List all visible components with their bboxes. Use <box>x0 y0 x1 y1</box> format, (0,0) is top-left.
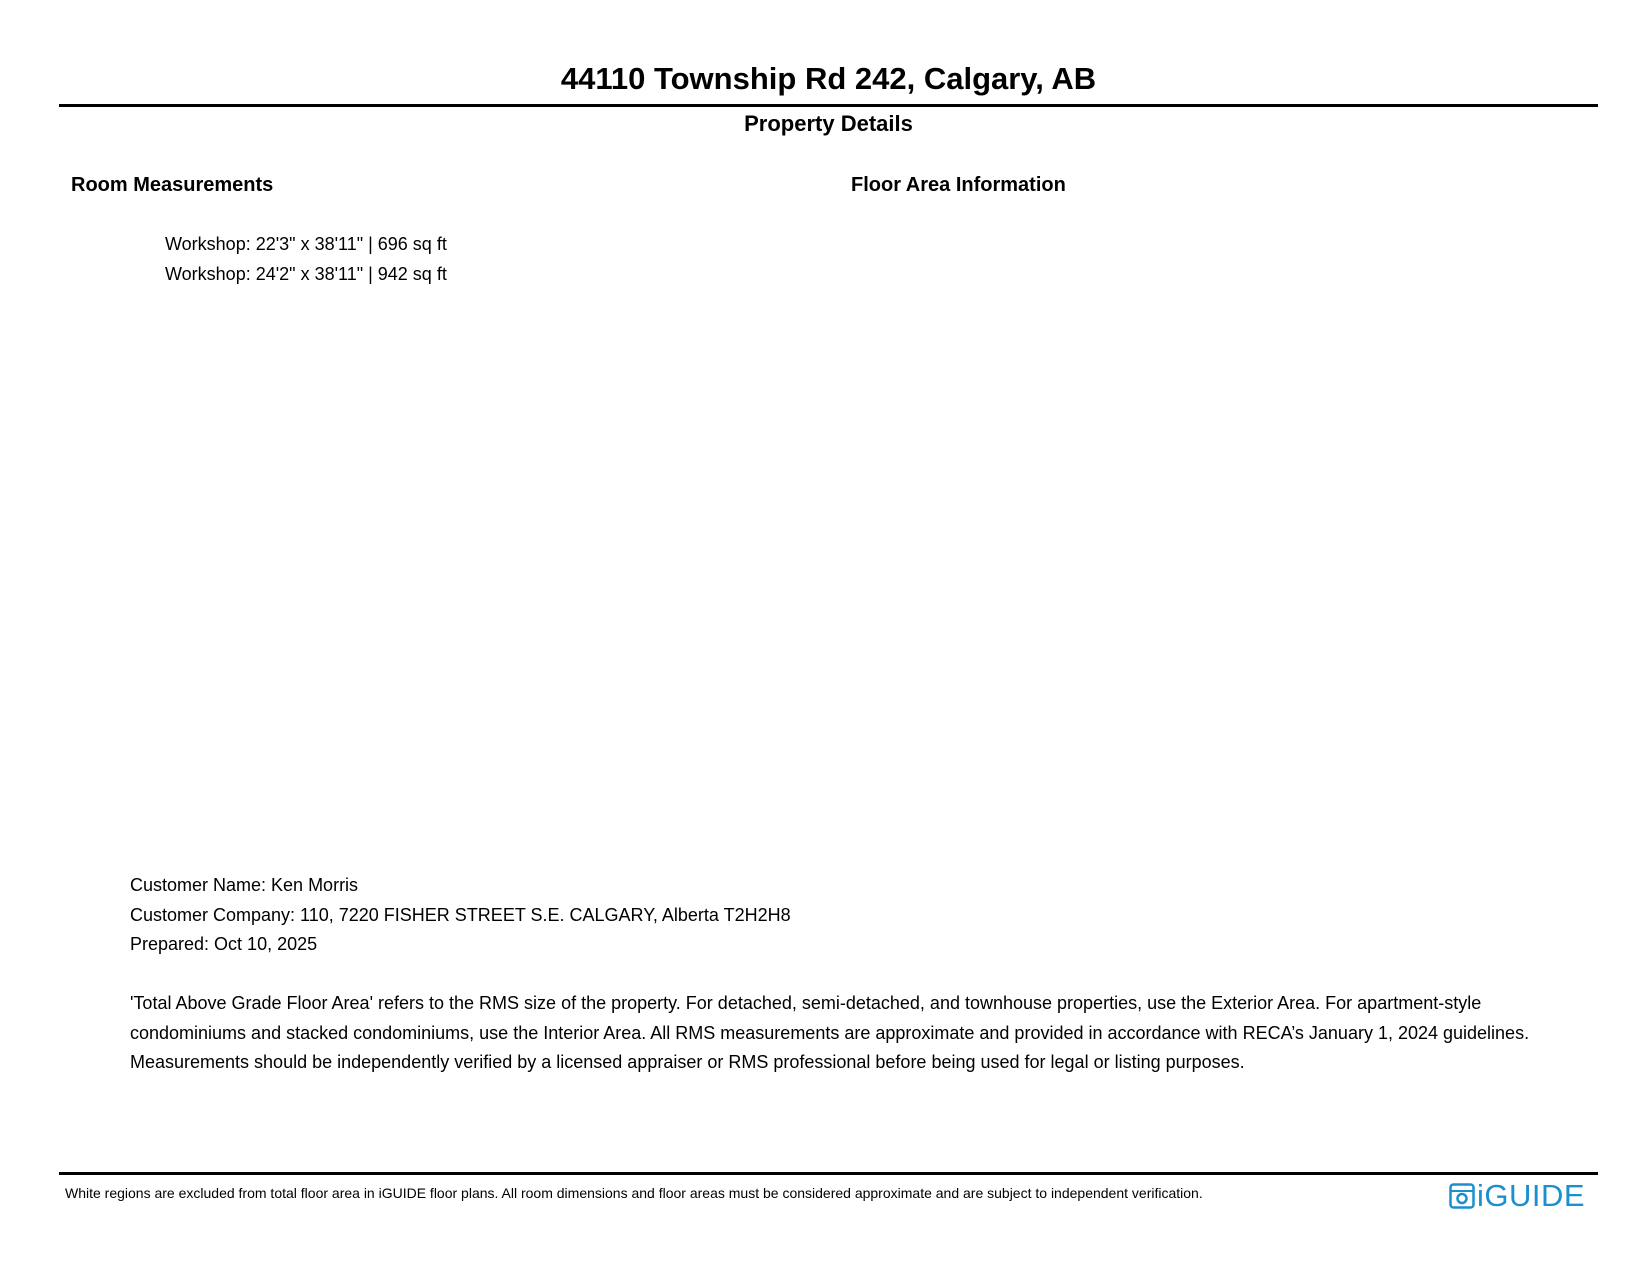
room-list <box>165 229 447 289</box>
page-subtitle: Property Details <box>744 111 913 136</box>
room-item: Workshop: 24'2" x 38'11" | 942 sq ft <box>165 264 447 284</box>
room-measurements-heading: Room Measurements <box>71 174 274 196</box>
footer-divider <box>59 1172 1598 1175</box>
prepared-date: Prepared: Oct 10, 2025 <box>130 934 318 954</box>
floor-area-heading: Floor Area Information <box>851 174 1066 196</box>
page-title: 44110 Township Rd 242, Calgary, AB <box>560 61 1097 96</box>
customer-name: Customer Name: Ken Morris <box>130 875 359 895</box>
footer-note: White regions are excluded from total floor area in iGUIDE floor plans. All room dimensions and floor areas must be considered approximate and are subject to independent verification. <box>65 1185 1203 1201</box>
logo-wordmark: iGUIDE <box>1477 1178 1586 1213</box>
iguide-logo <box>1449 1178 1586 1213</box>
camera-box-icon <box>1449 1183 1475 1209</box>
room-item: Workshop: 22'3" x 38'11" | 696 sq ft <box>165 234 447 254</box>
customer-company: Customer Company: 110, 7220 FISHER STREET S.E. CALGARY, Alberta T2H2H8 <box>130 904 791 925</box>
customer-info <box>130 870 791 959</box>
rms-disclaimer: 'Total Above Grade Floor Area' refers to the RMS size of the property. For detached, semi-detached, and townhouse properties, use the Exterior Area. For apartment-style condominiums and stacked condominiums, use the Interior Area. All RMS measurements are approximate and provided in accordance with RECA’s January 1, 2024 guidelines. Measurements should be independently verified by a licensed appraiser or RMS professional before being used for legal or listing purposes. <box>130 993 1530 1072</box>
header-divider <box>59 104 1598 107</box>
